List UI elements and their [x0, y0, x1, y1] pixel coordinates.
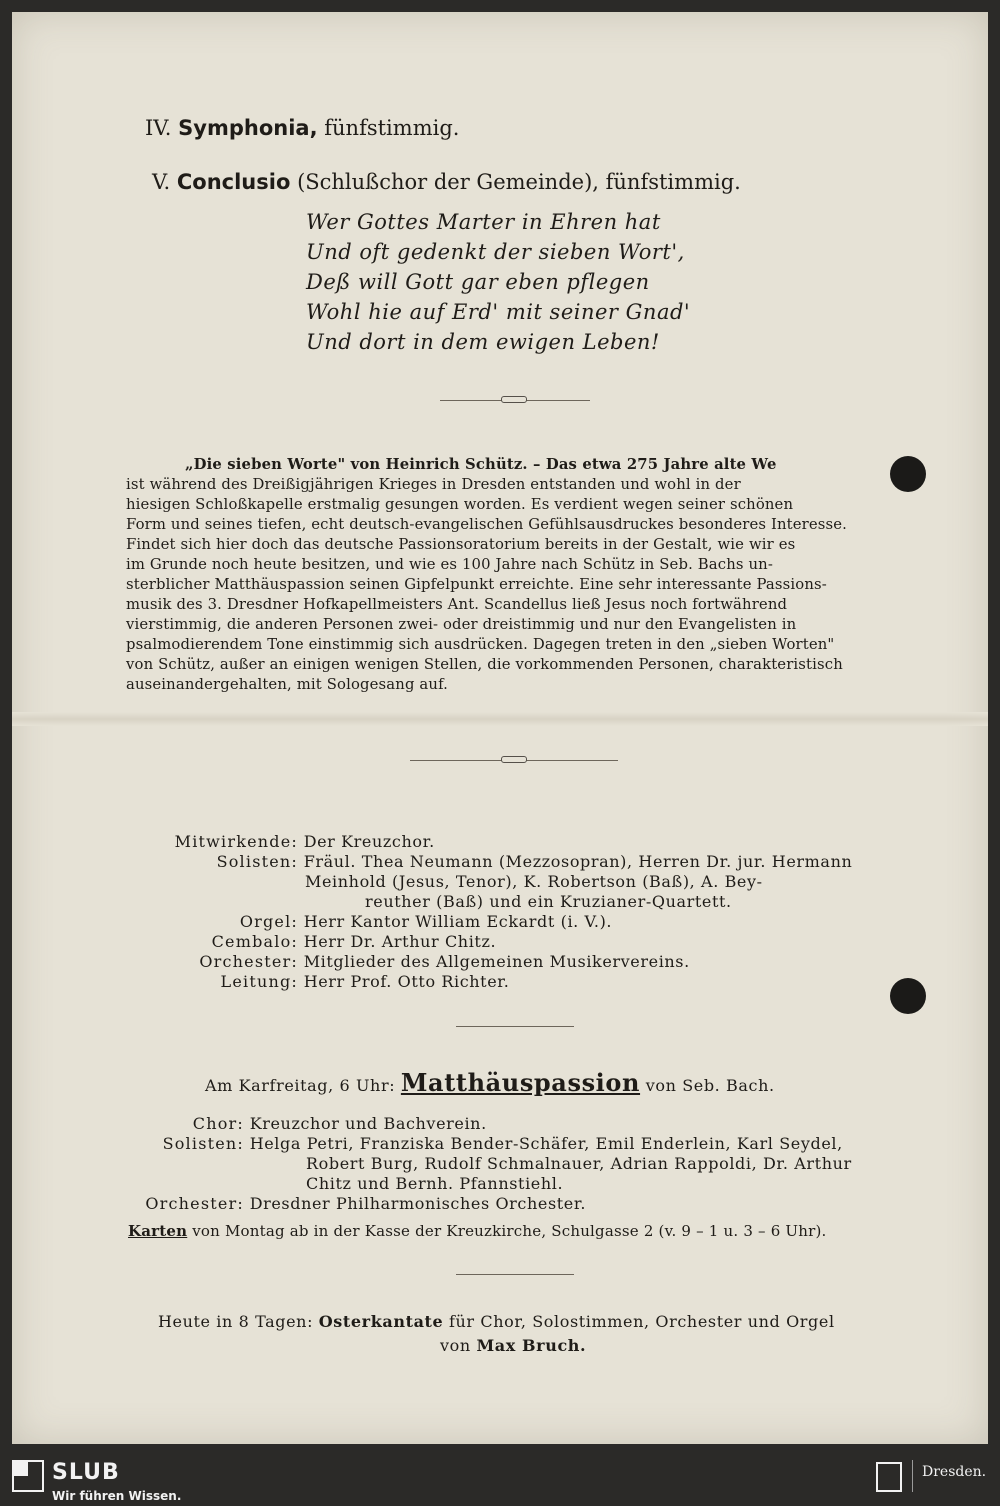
note-line: Form und seines tiefen, echt deutsch-evangelischen Gefühlsausdruckes besonderes Interesse. — [126, 516, 848, 533]
note-line: vierstimmig, die anderen Personen zwei- oder dreistimmig und nur den Evangelisten in — [126, 616, 797, 633]
dresden-wordmark: Dresden. — [922, 1464, 987, 1480]
performers-row: Leitung: Herr Prof. Otto Richter. — [220, 972, 510, 991]
movement-iv: IV. Symphonia, fünfstimmig. — [145, 116, 460, 140]
preview-line: von Max Bruch. — [440, 1336, 587, 1355]
note-line: „Die sieben Worte" von Heinrich Schütz. – Das etwa 275 Jahre alte We — [185, 456, 777, 473]
verse-line: Deß will Gott gar eben pflegen — [306, 270, 650, 294]
performers-row: Orgel: Herr Kantor William Eckardt (i. V.). — [239, 912, 613, 931]
note-line: auseinandergehalten, mit Sologesang auf. — [126, 676, 449, 693]
slub-tagline: Wir führen Wissen. — [52, 1489, 182, 1503]
paper-fold — [12, 712, 988, 726]
karfreitag-title: Matthäuspassion — [400, 1068, 641, 1097]
karfreitag-row: Orchester: Dresdner Philharmonisches Orchester. — [145, 1194, 587, 1213]
divider — [456, 1274, 574, 1275]
performers-row: Solisten: Fräul. Thea Neumann (Mezzosopran), Herren Dr. jur. Hermann — [216, 852, 853, 871]
karfreitag-row: Chor: Kreuzchor und Bachverein. — [192, 1114, 487, 1133]
karfreitag-row: Chitz und Bernh. Pfannstiehl. — [306, 1174, 564, 1193]
performers-row: Mitwirkende: Der Kreuzchor. — [174, 832, 435, 851]
movement-v: V. Conclusio (Schlußchor der Gemeinde), fünfstimmig. — [152, 170, 741, 194]
karfreitag-heading: Am Karfreitag, 6 Uhr: Matthäuspassion von Seb. Bach. — [205, 1068, 775, 1097]
slub-logo-icon — [12, 1460, 44, 1492]
note-line: hiesigen Schloßkapelle erstmalig gesungen worden. Es verdient wegen seiner schönen — [126, 496, 794, 513]
punch-hole — [890, 456, 926, 492]
note-line: von Schütz, außer an einigen wenigen Stellen, die vorkommenden Personen, charakteristisch — [126, 656, 843, 673]
tickets-info: Karten von Montag ab in der Kasse der Kreuzkirche, Schulgasse 2 (v. 9 – 1 u. 3 – 6 Uhr). — [128, 1222, 827, 1240]
verse-line: Wer Gottes Marter in Ehren hat — [306, 210, 661, 234]
performers-row: Orchester: Mitglieder des Allgemeinen Musikervereins. — [199, 952, 690, 971]
divider — [456, 1026, 574, 1027]
footer-divider — [912, 1460, 913, 1492]
performers-row: Meinhold (Jesus, Tenor), K. Robertson (Baß), A. Bey- — [305, 872, 763, 891]
verse-line: Und oft gedenkt der sieben Wort', — [306, 240, 685, 264]
note-line: psalmodierendem Tone einstimmig sich ausdrücken. Dagegen treten in den „sieben Worten" — [126, 636, 835, 653]
divider-ornament — [501, 756, 527, 763]
performers-row: Cembalo: Herr Dr. Arthur Chitz. — [211, 932, 497, 951]
note-line: sterblicher Matthäuspassion seinen Gipfelpunkt erreichte. Eine sehr interessante Passions- — [126, 576, 827, 593]
karfreitag-row: Solisten: Helga Petri, Franziska Bender-Schäfer, Emil Enderlein, Karl Seydel, — [162, 1134, 843, 1153]
note-line: ist während des Dreißigjährigen Krieges in Dresden entstanden und wohl in der — [126, 476, 741, 493]
note-line: Findet sich hier doch das deutsche Passionsoratorium bereits in der Gestalt, wie wir es — [126, 536, 796, 553]
note-line: musik des 3. Dresdner Hofkapellmeisters Ant. Scandellus ließ Jesus noch fortwährend — [126, 596, 788, 613]
verse-line: Und dort in dem ewigen Leben! — [306, 330, 660, 354]
punch-hole — [890, 978, 926, 1014]
karfreitag-row: Robert Burg, Rudolf Schmalnauer, Adrian Rappoldi, Dr. Arthur — [306, 1154, 852, 1173]
verse-line: Wohl hie auf Erd' mit seiner Gnad' — [306, 300, 691, 324]
dresden-crest-icon — [876, 1462, 902, 1492]
note-line: im Grunde noch heute besitzen, und wie es 100 Jahre nach Schütz in Seb. Bachs un- — [126, 556, 773, 573]
footer-bar — [0, 1456, 1000, 1506]
slub-wordmark: SLUB — [52, 1460, 120, 1485]
preview-line: Heute in 8 Tagen: Osterkantate für Chor, Solostimmen, Orchester und Orgel — [158, 1312, 835, 1331]
divider-ornament — [501, 396, 527, 403]
performers-row: reuther (Baß) und ein Kruzianer-Quartett. — [365, 892, 732, 911]
